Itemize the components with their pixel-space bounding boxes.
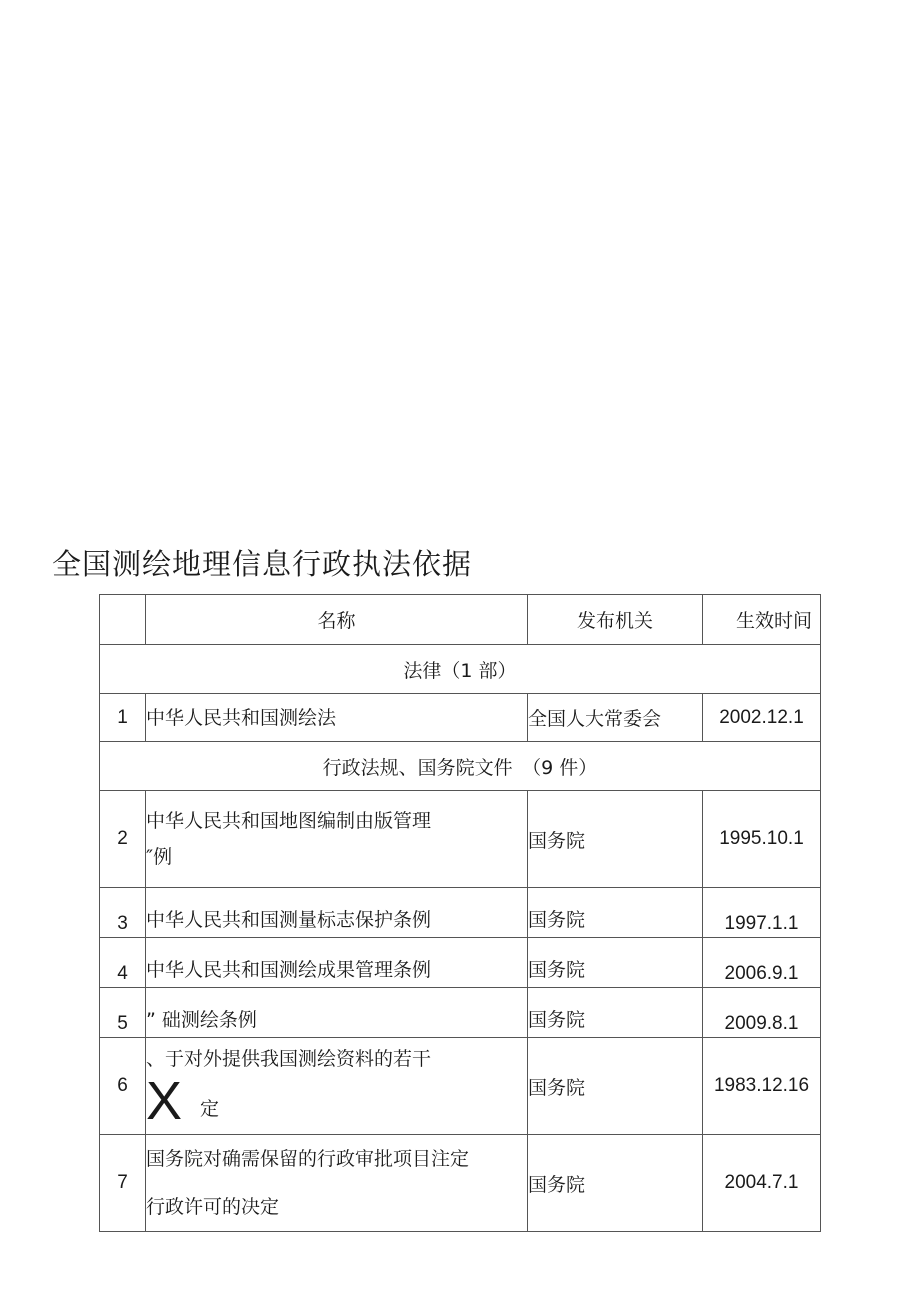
row-org: 国务院: [528, 888, 703, 938]
row-date: 1983.12.16: [703, 1038, 821, 1135]
row-org: 国务院: [528, 938, 703, 988]
row-org: 国务院: [528, 791, 703, 888]
row-number: 6: [100, 1038, 146, 1135]
row-name: [146, 1038, 528, 1135]
table-row: [100, 988, 821, 1038]
row-name: 中华人民共和国测绘成果管理条例: [146, 938, 528, 988]
row-number: 5: [100, 988, 146, 1038]
row-number: 7: [100, 1135, 146, 1232]
row-number: 2: [100, 791, 146, 888]
row-date: 2002.12.1: [703, 694, 821, 742]
table-row: [100, 694, 821, 742]
row-number: 1: [100, 694, 146, 742]
table-row: [100, 888, 821, 938]
row-org: 国务院: [528, 988, 703, 1038]
row-date: 2009.8.1: [703, 988, 821, 1038]
row-date: 2004.7.1: [703, 1135, 821, 1232]
row-name-line2: 定: [200, 1097, 220, 1120]
table-row: [100, 1135, 821, 1232]
row-number: 3: [100, 888, 146, 938]
row-name: 中华人民共和国测量标志保护条例: [146, 888, 528, 938]
header-date: 生效时间: [703, 595, 821, 645]
section-label: 行政法规、国务院文件 （9 件）: [100, 742, 821, 791]
row-number: 4: [100, 938, 146, 988]
row-name-line2-wrap: [146, 1070, 527, 1134]
section-row-laws: [100, 645, 821, 694]
table-row: [100, 938, 821, 988]
header-no: [100, 595, 146, 645]
row-org: 全国人大常委会: [528, 694, 703, 742]
row-name-x-glyph: X: [146, 1070, 183, 1131]
header-org: 发布机关: [528, 595, 703, 645]
table-header-row: [100, 595, 821, 645]
row-name: ” 础测绘条例: [146, 988, 528, 1038]
row-org: 国务院: [528, 1038, 703, 1135]
header-name: 名称: [146, 595, 528, 645]
row-org: 国务院: [528, 1135, 703, 1232]
row-name-line1: 中华人民共和国地图编制由版管理: [146, 810, 432, 832]
section-row-regulations: [100, 742, 821, 791]
row-name-line1: 、于对外提供我国测绘资料的若干: [146, 1047, 432, 1070]
law-table: [99, 594, 821, 1232]
section-label: 法律（1 部）: [100, 645, 821, 694]
table-row: [100, 791, 821, 888]
row-name: 中华人民共和国测绘法: [146, 694, 528, 742]
row-name: [146, 791, 528, 888]
row-date: 1997.1.1: [703, 888, 821, 938]
row-name-line1: 国务院对确需保留的行政审批项目注定: [146, 1148, 470, 1170]
row-name: [146, 1135, 528, 1232]
row-name-line2: ″例: [146, 846, 173, 868]
row-date: 1995.10.1: [703, 791, 821, 888]
table-row: [100, 1038, 821, 1135]
row-date: 2006.9.1: [703, 938, 821, 988]
row-name-line2: 行政许可的决定: [146, 1196, 280, 1218]
document-title: 全国测绘地理信息行政执法依据: [52, 547, 473, 581]
